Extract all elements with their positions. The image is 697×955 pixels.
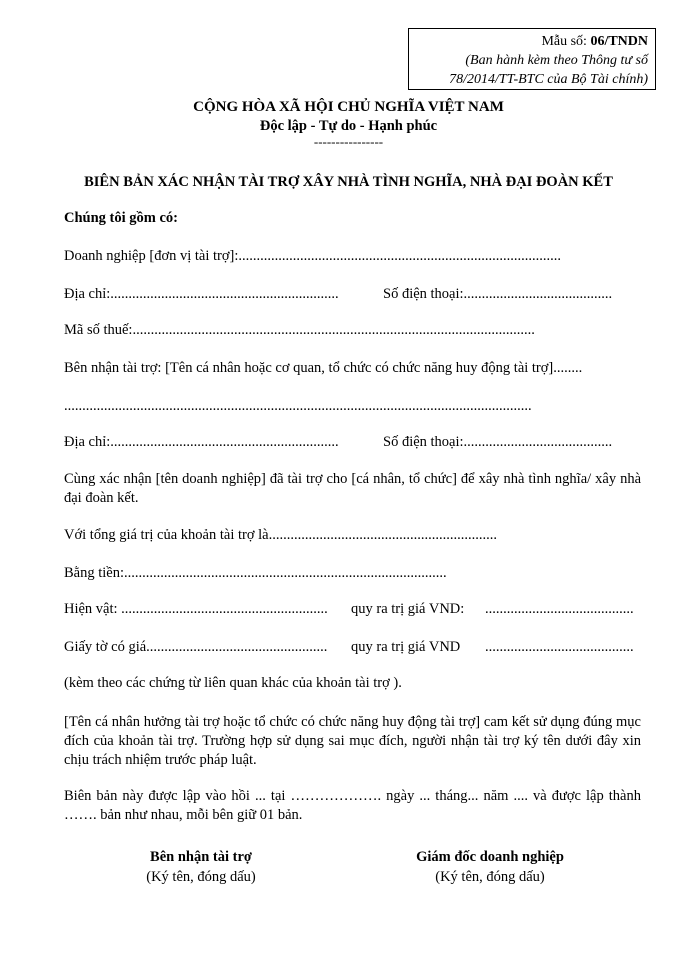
recipient-address-line: Địa chỉ:...............................................................: [64, 434, 339, 450]
form-code: [409, 32, 648, 51]
in-kind-value-label: quy ra trị giá VND:: [351, 601, 465, 617]
document-title: BIÊN BẢN XÁC NHẬN TÀI TRỢ XÂY NHÀ TÌNH NGHĨA, NHÀ ĐẠI ĐOÀN KẾT: [84, 174, 613, 190]
sponsor-address-line: Địa chỉ:...............................................................: [64, 286, 339, 302]
confirmation-paragraph: Cùng xác nhận [tên doanh nghiệp] đã tài trợ cho [cá nhân, tổ chức] để xây nhà tình nghĩa/ xây nhà đại đoàn kết.: [64, 471, 641, 506]
securities-value-line: .........................................: [485, 639, 634, 655]
securities-value-label: quy ra trị giá VND: [351, 639, 461, 655]
form-code-value: 06/TNDN: [590, 34, 648, 49]
form-code-label: Mẫu số:: [541, 34, 587, 49]
recipient-signature-note: (Ký tên, đóng dấu): [146, 869, 256, 885]
minutes-paragraph: Biên bản này được lập vào hồi ... tại ………………. ngày ... tháng... năm .... và được lập thành ……. bản như nhau, mỗi bên giữ 01 bản.: [64, 788, 641, 823]
tax-code-line: Mã số thuế:...............................................................................................................: [64, 322, 535, 338]
director-signature-note: (Ký tên, đóng dấu): [435, 869, 545, 885]
securities-line: Giấy tờ có giá..................................................: [64, 639, 328, 655]
cash-line: Bằng tiền:.........................................................................................: [64, 565, 447, 581]
total-value-line: Với tổng giá trị của khoản tài trợ là...............................................................: [64, 527, 497, 543]
header-divider: ----------------: [313, 134, 384, 149]
commitment-paragraph: [Tên cá nhân hưởng tài trợ hoặc tổ chức có chức năng huy động tài trợ] cam kết sử dụng đúng mục đích của khoản tài trợ. Trường hợp sử dụng sai mục đích, người nhận tài trợ ký tên dưới đây xin chịu trách nhiệm trước pháp luật.: [64, 714, 641, 768]
director-signature-title: Giám đốc doanh nghiệp: [416, 849, 564, 865]
recipient-line: Bên nhận tài trợ: [Tên cá nhân hoặc cơ quan, tổ chức có chức năng huy động tài trợ]........: [64, 360, 583, 376]
sponsor-company-line: Doanh nghiệp [đơn vị tài trợ]:.........................................................................................: [64, 248, 562, 264]
country-heading: CỘNG HÒA XÃ HỘI CHỦ NGHĨA VIỆT NAM: [193, 99, 504, 115]
in-kind-value-line: .........................................: [485, 601, 634, 617]
intro-text: Chúng tôi gồm có:: [64, 210, 178, 226]
attachments-note: (kèm theo các chứng từ liên quan khác của khoản tài trợ ).: [64, 675, 402, 691]
motto: Độc lập - Tự do - Hạnh phúc: [259, 118, 438, 134]
in-kind-line: Hiện vật: .........................................................: [64, 601, 328, 617]
recipient-signature-title: Bên nhận tài trợ: [150, 849, 252, 865]
form-issued-line-2: 78/2014/TT-BTC của Bộ Tài chính): [449, 72, 648, 87]
form-issued-line-1: (Ban hành kèm theo Thông tư số: [465, 53, 648, 68]
recipient-signature-block: [101, 847, 301, 887]
recipient-phone-line: Số điện thoại:.........................................: [383, 434, 613, 450]
sponsor-phone-line: Số điện thoại:.........................................: [383, 286, 613, 302]
recipient-continuation-line: .................................................................................................................................: [64, 398, 532, 414]
director-signature-block: [390, 847, 590, 887]
form-code-box: [408, 28, 656, 90]
